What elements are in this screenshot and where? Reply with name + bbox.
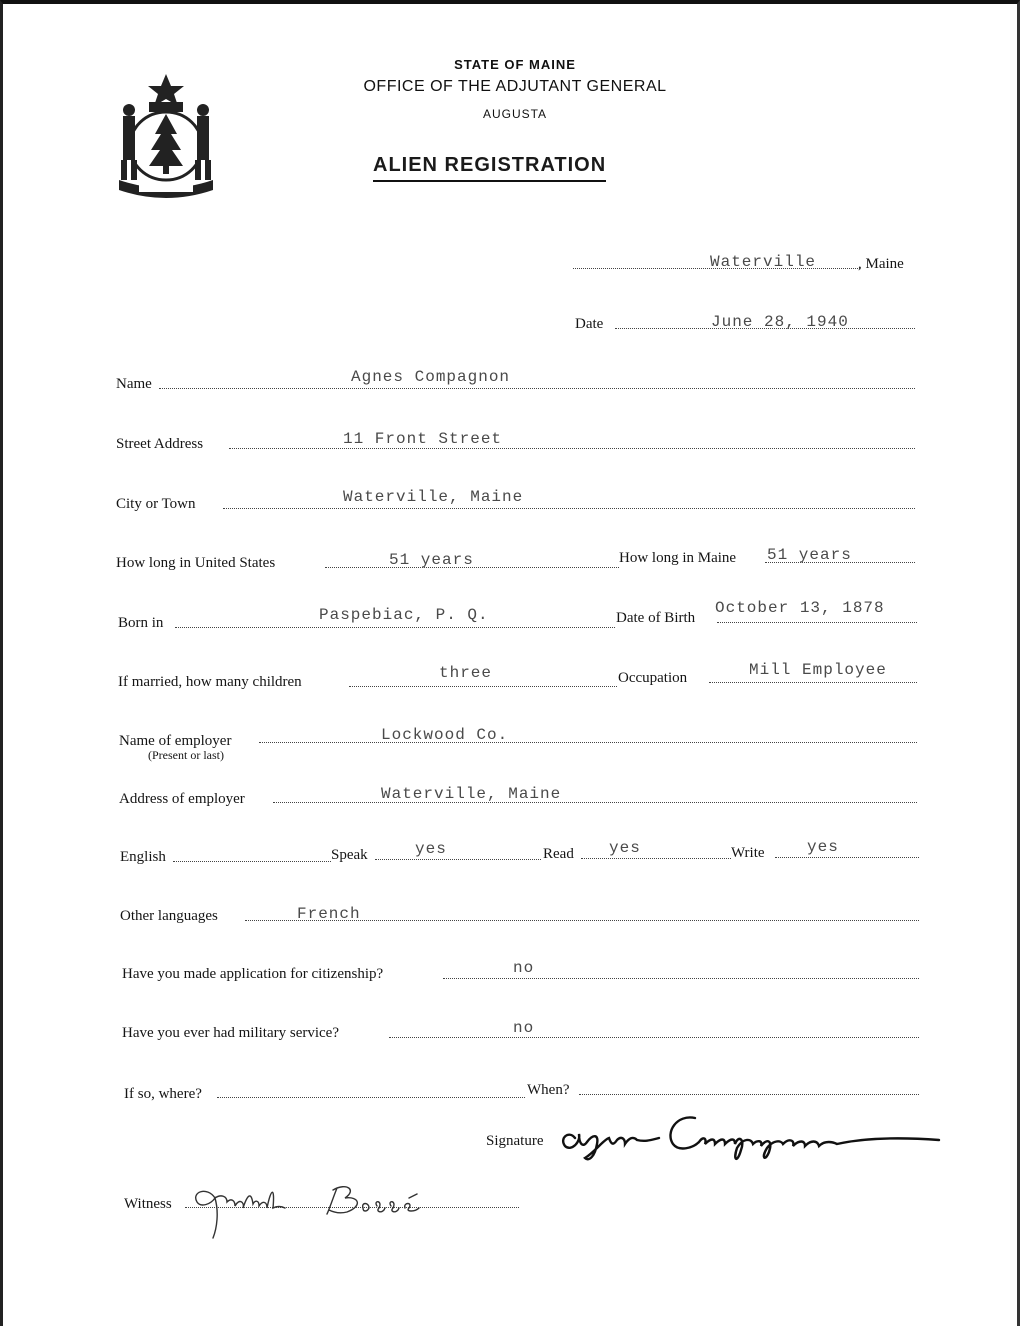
employer-sublabel: (Present or last) [148, 748, 224, 762]
occupation-label: Occupation [618, 670, 688, 686]
employer-line [259, 742, 917, 743]
date-label: Date [575, 316, 604, 332]
name-value: Agnes Compagnon [351, 368, 511, 386]
military-label: Have you ever had military service? [122, 1025, 339, 1041]
dob-value: October 13, 1878 [715, 599, 885, 617]
write-value: yes [807, 838, 839, 856]
street-label: Street Address [116, 436, 204, 452]
us-duration-label: How long in United States [116, 555, 276, 571]
employer-address-line [273, 802, 917, 803]
when-label: When? [527, 1082, 570, 1098]
speak-label: Speak [331, 847, 368, 863]
other-languages-value: French [297, 905, 361, 923]
place-suffix: , Maine [858, 256, 904, 272]
children-value: three [439, 664, 493, 682]
street-line [229, 448, 915, 449]
office-heading: OFFICE OF THE ADJUTANT GENERAL [363, 78, 667, 95]
city-label: City or Town [116, 496, 196, 512]
signature-label: Signature [486, 1133, 544, 1149]
citizenship-label: Have you made application for citizenship? [122, 966, 384, 982]
state-heading: STATE OF MAINE [454, 57, 576, 72]
maine-duration-value: 51 years [767, 546, 852, 564]
form-title: ALIEN REGISTRATION [373, 154, 606, 182]
place-town-value: Waterville [710, 253, 817, 271]
employer-label: Name of employer [119, 733, 232, 749]
name-line [159, 388, 915, 389]
citizenship-line [443, 978, 919, 979]
other-languages-label: Other languages [120, 908, 218, 924]
street-value: 11 Front Street [343, 430, 503, 448]
employer-address-label: Address of employer [119, 791, 245, 807]
city-heading: AUGUSTA [482, 107, 548, 121]
occupation-value: Mill Employee [749, 661, 887, 679]
where-line [217, 1097, 525, 1098]
speak-value: yes [415, 840, 447, 858]
name-label: Name [116, 376, 152, 392]
employer-value: Lockwood Co. [381, 726, 509, 744]
maine-duration-label: How long in Maine [619, 550, 737, 566]
date-value: June 28, 1940 [711, 313, 849, 331]
read-label: Read [543, 846, 574, 862]
occupation-line [709, 682, 917, 683]
us-duration-value: 51 years [389, 551, 474, 569]
dob-line [717, 622, 917, 623]
read-value: yes [609, 839, 641, 857]
military-value: no [513, 1019, 535, 1037]
born-in-label: Born in [118, 615, 164, 631]
write-line [775, 857, 919, 858]
military-line [389, 1037, 919, 1038]
speak-line [375, 859, 541, 860]
when-line [579, 1094, 919, 1095]
city-line [223, 508, 915, 509]
children-line [349, 686, 617, 687]
born-in-value: Paspebiac, P. Q. [319, 606, 489, 624]
witness-handwriting [187, 1172, 457, 1242]
where-label: If so, where? [124, 1086, 202, 1102]
signature-handwriting [555, 1104, 955, 1166]
english-line [173, 861, 331, 862]
witness-label: Witness [124, 1196, 172, 1212]
write-label: Write [731, 845, 765, 861]
citizenship-value: no [513, 959, 535, 977]
employer-address-value: Waterville, Maine [381, 785, 562, 803]
read-line [581, 858, 731, 859]
english-label: English [120, 849, 166, 865]
city-value: Waterville, Maine [343, 488, 524, 506]
born-in-line [175, 627, 615, 628]
children-label: If married, how many children [118, 674, 302, 690]
dob-label: Date of Birth [616, 610, 696, 626]
